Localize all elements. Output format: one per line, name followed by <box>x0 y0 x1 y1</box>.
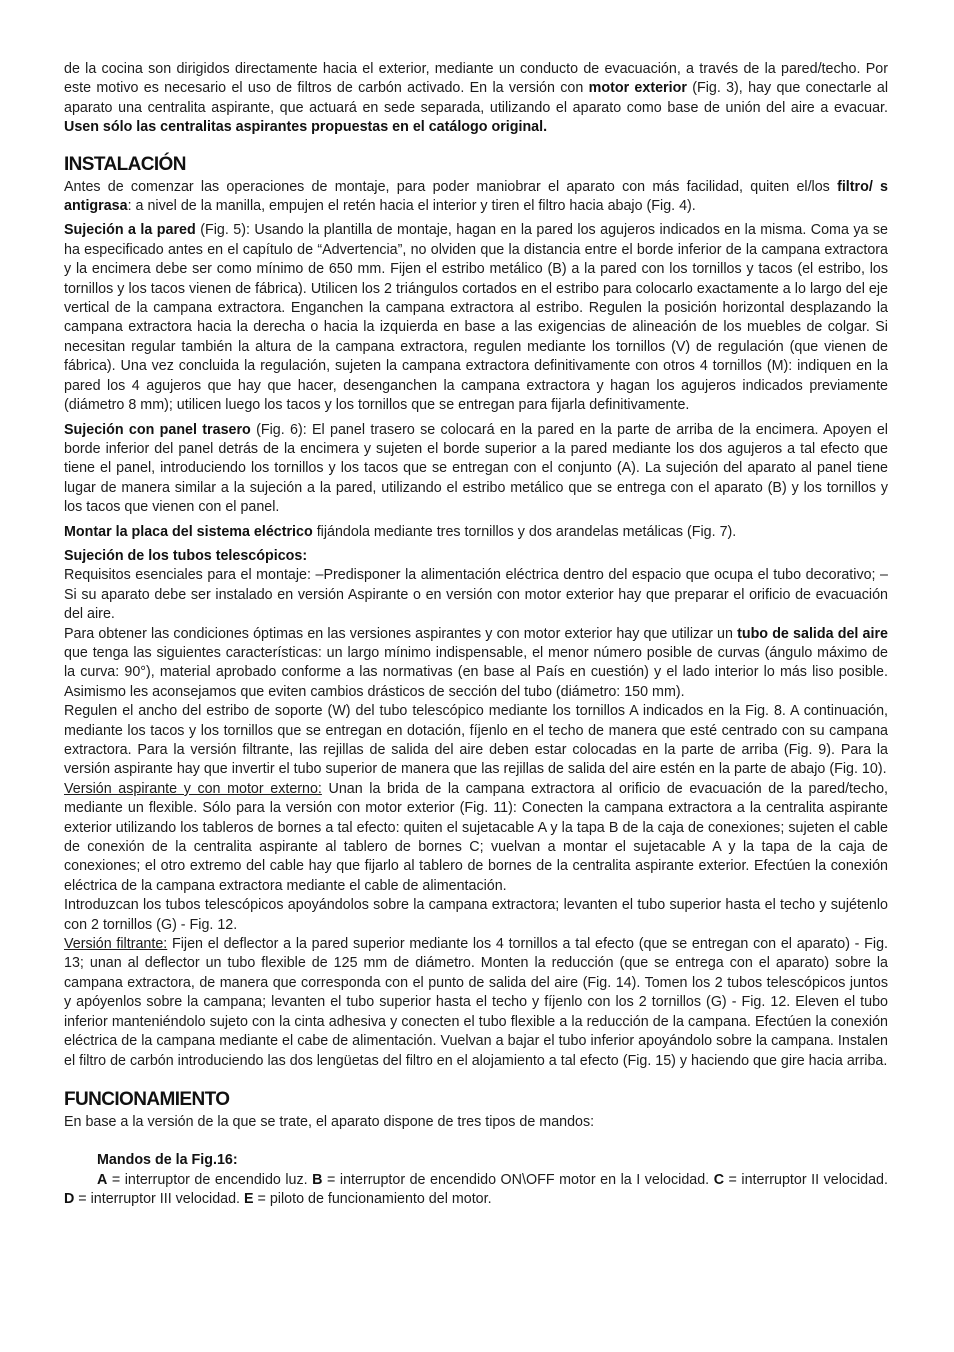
paragraph-introduzcan-tubos: Introduzcan los tubos telescópicos apoyándolos sobre la campana extractora; levanten el tubo superior hasta el techo y sujétenlo con 2 tornillos (G) - Fig. 12. <box>64 897 888 933</box>
bold-term: motor exterior <box>588 80 687 97</box>
bold-warning: Usen sólo las centralitas aspirantes propuestas en el catálogo original. <box>64 119 548 136</box>
paragraph-estribo-soporte: Regulen el ancho del estribo de soporte (W) del tubo telescópico mediante los tornillos A indicados en la Fig. 8. A continuación, mediante los tacos y los tornillos que se entregan en dotación, fíjenlo en el techo de manera que esté centrado con su campana extractora. Para la versión filtrante, las rejillas de salida del aire deben estar colocadas en la parte de arriba (Fig. 9). Para la versión aspirante hay que invertir el tubo superior de manera que las rejillas de salida del aire estén en la parte de abajo (Fig. 10). <box>64 703 888 778</box>
key-e: E <box>244 1191 254 1208</box>
bold-term: Sujeción con panel trasero <box>64 421 251 438</box>
text-run: (Fig. 6): El panel trasero se colocará en la pared en la parte de arriba de la encimera. Apoyen el borde inferior del panel detrás de la encimera y sujeten el borde superior a la pared mediante los dos agujeros a tal efecto que tiene el panel, introduciendo los tornillos y los tacos que se entregan con el conjunto (A). La sujeción del aparato al panel tiene lugar de manera similar a la sujeción a la pared, utilizando el estribo metálico que se entrega con el aparato (B) y los tornillos y los tacos que vienen con el panel. <box>64 421 888 516</box>
text-run: Fijen el deflector a la pared superior mediante los 4 tornillos a tal efecto (que se entregan con el aparato) - Fig. 13; unan al deflector un tubo flexible de 125 mm de diámetro. Monten la reducción (que se entrega con el aparato) sobre la campana extractora, de manera que corresponda con el punto de salida del aire (Fig. 14). Tomen los 2 tubos telescópicos juntos y apóyenlos sobre la campana; levanten el tubo superior hasta el techo y fíjenlo con los 2 tornillos (G) - Fig. 12. Eleven el tubo inferior manteniéndolo sujeto con la cinta adhesiva y conecten el tubo flexible a la reducción de la campana. Efectúen la conexión eléctrica de la campana mediante el cabe de alimentación. Vuelvan a bajar el tubo inferior apoyándolo sobre la campana. Instalen el filtro de carbón introduciendo las dos lengüetas del filtro en el alojamiento a tal efecto (Fig. 15) y haciendo que gire hacia arriba. <box>64 936 889 1069</box>
text-run: = interruptor de encendido luz. <box>107 1171 313 1188</box>
text-run: Antes de comenzar las operaciones de montaje, para poder maniobrar el aparato con más facilidad, quiten el/los <box>64 178 838 195</box>
bold-term: tubo de salida del aire <box>737 625 888 642</box>
text-run: (Fig. 3), hay que conectarle al aparato una centralita aspirante, que actuará en sede separada, utilizando el aparato como base de unión del aire a evacuar. <box>64 80 888 116</box>
text-run: Requisitos esenciales para el montaje: –Predisponer la alimentación eléctrica dentro del espacio que ocupa el tubo decorativo; – Si su aparato debe ser instalado en versión Aspirante o en versión con motor exterior hay que preparar el orificio de evacuación del aire. <box>64 567 888 623</box>
paragraph-version-filtrante <box>64 935 888 1071</box>
underlined-term: Versión aspirante y con motor externo: <box>64 780 322 797</box>
bold-subheading: Sujeción de los tubos telescópicos: <box>64 547 308 564</box>
intro-paragraph <box>64 60 888 138</box>
mandos-description <box>64 1171 888 1210</box>
bold-subheading: Mandos de la Fig.16: <box>97 1152 238 1169</box>
bold-term: Montar la placa del sistema eléctrico <box>64 523 313 540</box>
text-run: (Fig. 5): Usando la plantilla de montaje, hagan en la pared los agujeros indicados en la misma. Coma ya se ha especificado antes en el capítulo de “Advertencia”, no olviden que la distancia entre el borde inferior de la campana extractora y la encimera debe ser como mínimo de 650 mm. Fijen el estribo metálico (B) a la pared con los tornillos y tacos (el estribo, los tornillos y los tacos vienen de fábrica). Utilicen los 2 triángulos cortados en el estribo para colocarlo exactamente a lo largo del eje vertical de la campana extractora. Enganchen la campana extractora al estribo. Regulen la posición horizontal desplazando la campana extractora hacia la derecha o hacia la izquierda en base a las exigencias de alineación de los muebles de colgar. Si necesitan regular también la altura de la campana extractora, regulen mediante los tornillos (V) de regulación (que vienen de fábrica). Una vez concluida la regulación, sujeten la campana extractora definitivamente con otros 4 tornillos (M): indiquen en la pared los 4 agujeros que hay que hacer, desenganchen la campana extractora y hagan los agujeros indicados previamente (diámetro 8 mm); utilicen luego los tacos y los tornillos que se entregan para fijarla definitivamente. <box>64 222 888 414</box>
text-run: : a nivel de la manilla, empujen el retén hacia el interior y tiren el filtro hacia abajo (Fig. 4). <box>127 198 696 215</box>
mandos-title <box>64 1151 888 1170</box>
underlined-term: Versión filtrante: <box>64 936 168 953</box>
text-run: = interruptor II velocidad. <box>724 1171 888 1188</box>
key-d: D <box>64 1191 75 1208</box>
spacer <box>64 1132 888 1151</box>
bold-term: Sujeción a la pared <box>64 222 196 239</box>
key-a: A <box>97 1171 108 1188</box>
paragraph-filtros <box>64 178 888 217</box>
paragraph-panel-trasero <box>64 421 888 518</box>
text-run: = interruptor de encendido ON\OFF motor en la I velocidad. <box>322 1171 714 1188</box>
key-c: C <box>713 1171 725 1188</box>
text-run: Unan la brida de la campana extractora al orificio de evacuación de la pared/techo, mediante un flexible. Sólo para la versión con motor exterior (Fig. 11): Conecten la campana extractora a la centralita aspirante exterior utilizando los tableros de bornes a tal efecto: quiten el sujetacable A y la tapa B de la caja de conexiones; sujeten el cable de conexión de la centralita aspirante al tablero de bornes C; vuelvan a montar el sujetacable A y la tapa de la caja de conexiones; el otro extremo del cable hay que fijarlo al tablero de bornes de la centralita aspirante exterior. Efectúen la conexión eléctrica de la campana extractora mediante el cable de alimentación. <box>64 780 888 894</box>
key-b: B <box>312 1171 323 1188</box>
document-page <box>64 60 888 1210</box>
paragraph-sujecion-pared <box>64 221 888 415</box>
text-run: = piloto de funcionamiento del motor. <box>253 1191 492 1208</box>
text-run: Para obtener las condiciones óptimas en las versiones aspirantes y con motor exterior hay que utilizar un <box>64 625 738 642</box>
bold-term: filtro/ s antigrasa <box>64 178 888 215</box>
text-run: de la cocina son dirigidos directamente hacia el exterior, mediante un conducto de evacuación, a través de la pared/techo. Por este motivo es necesario el uso de filtros de carbón activado. En la versión con <box>64 61 888 97</box>
section-heading-funcionamiento: FUNCIONAMIENTO <box>64 1088 230 1110</box>
paragraph-tipos-mandos: En base a la versión de la que se trate, el aparato dispone de tres tipos de mandos: <box>64 1113 595 1130</box>
section-heading-instalacion: INSTALACIÓN <box>64 153 186 175</box>
text-run: = interruptor III velocidad. <box>74 1191 244 1208</box>
paragraph-placa-electrica <box>64 523 888 542</box>
paragraph-tubo-salida <box>64 625 888 703</box>
text-run: que tenga las siguientes características: un largo mínimo indispensable, el menor número posible de curvas (ángulo máximo de la curva: 90°), material aprobado conforme a las normativas (en base al País en cuestión) y el lado interior lo más liso posible. Asimismo les aconsejamos que eviten cambios drásticos de sección del tubo (diámetro: 150 mm). <box>64 644 888 700</box>
paragraph-version-aspirante <box>64 780 888 896</box>
paragraph-tubos-telescopicos <box>64 547 888 625</box>
text-run: fijándola mediante tres tornillos y dos arandelas metálicas (Fig. 7). <box>312 523 737 540</box>
